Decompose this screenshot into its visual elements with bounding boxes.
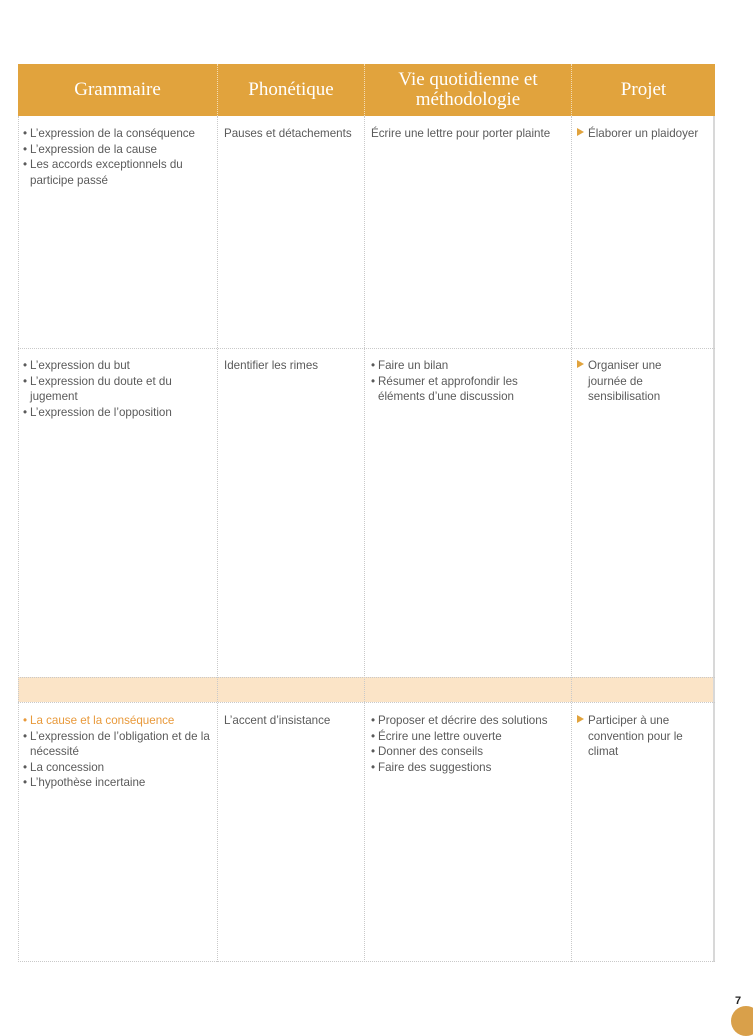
row3-projet-cell: [577, 713, 706, 760]
row2-projet-cell: [577, 358, 693, 405]
list-item: • Résumer et approfondir les éléments d’une discussion: [371, 374, 561, 405]
table-bottom-border: [18, 961, 715, 962]
row3-projet-text: Participer à une convention pour le climat: [588, 714, 683, 759]
list-item: • L’expression de la cause: [23, 142, 213, 158]
arrow-right-icon: [577, 128, 584, 136]
row2-phonetique-cell: [224, 358, 364, 374]
list-item: • L’expression de l’opposition: [23, 405, 213, 421]
row1-grammaire-cell: [23, 126, 213, 188]
grid-column-phonetique: [218, 116, 365, 962]
row-divider: [18, 348, 715, 349]
row3-vie-cell: [371, 713, 569, 775]
row2-grammaire-cell: [23, 358, 213, 420]
list-item: • Les accords exceptionnels du participe passé: [23, 157, 213, 188]
list-item: • Faire des suggestions: [371, 760, 569, 776]
row3-phonetique-text: L’accent d’insistance: [224, 714, 331, 727]
list-item: • L’expression du doute et du jugement: [23, 374, 213, 405]
row1-phonetique-cell: [224, 126, 364, 142]
list-item: • Proposer et décrire des solutions: [371, 713, 569, 729]
row1-projet-cell: [577, 126, 716, 142]
header-grammaire: [18, 64, 218, 116]
row-divider: [18, 702, 715, 703]
arrow-right-icon: [577, 715, 584, 723]
header-vie-line1: Vie quotidienne et: [398, 69, 538, 90]
row3-vie-list: [371, 713, 569, 775]
row1-vie-cell: [371, 126, 561, 142]
row2-vie-cell: [371, 358, 561, 405]
list-item: • L’expression de l’obligation et de la nécessité: [23, 729, 213, 760]
list-item: • Donner des conseils: [371, 744, 569, 760]
header-phonetique: [218, 64, 365, 116]
row1-phonetique-text: Pauses et détachements: [224, 127, 352, 140]
row2-vie-list: [371, 358, 561, 405]
list-item: • Faire un bilan: [371, 358, 561, 374]
list-item: • L’expression de la conséquence: [23, 126, 213, 142]
header-phonetique-label: Phonétique: [248, 79, 334, 100]
grid-column-grammaire: [18, 116, 218, 962]
row2-grammaire-list: [23, 358, 213, 420]
list-item-highlighted: • La cause et la conséquence: [23, 713, 213, 729]
header-vie-line2: méthodologie: [415, 89, 521, 110]
list-item: • Écrire une lettre ouverte: [371, 729, 569, 745]
row1-vie-text: Écrire une lettre pour porter plainte: [371, 127, 551, 140]
grid-column-vie: [365, 116, 572, 962]
grid-column-projet: [572, 116, 715, 962]
page-corner-tab: [731, 1006, 753, 1036]
header-grammaire-label: Grammaire: [74, 79, 161, 100]
row1-projet-text: Élaborer un plaidoyer: [588, 127, 699, 140]
list-item: • L’hypothèse incertaine: [23, 775, 213, 791]
header-vie-quotidienne: [365, 64, 572, 116]
page-number: 7: [735, 995, 742, 1007]
list-item: • L’expression du but: [23, 358, 213, 374]
row3-phonetique-cell: [224, 713, 364, 729]
row1-grammaire-list: [23, 126, 213, 188]
row-divider: [18, 677, 715, 678]
row2-projet-text: Organiser une journée de sensibilisation: [588, 359, 662, 404]
row2-phonetique-text: Identifier les rimes: [224, 359, 319, 372]
row3-grammaire-cell: [23, 713, 213, 791]
arrow-right-icon: [577, 360, 584, 368]
header-projet: [572, 64, 715, 116]
row3-grammaire-list: [23, 713, 213, 791]
list-item: • La concession: [23, 760, 213, 776]
header-projet-label: Projet: [620, 79, 667, 100]
